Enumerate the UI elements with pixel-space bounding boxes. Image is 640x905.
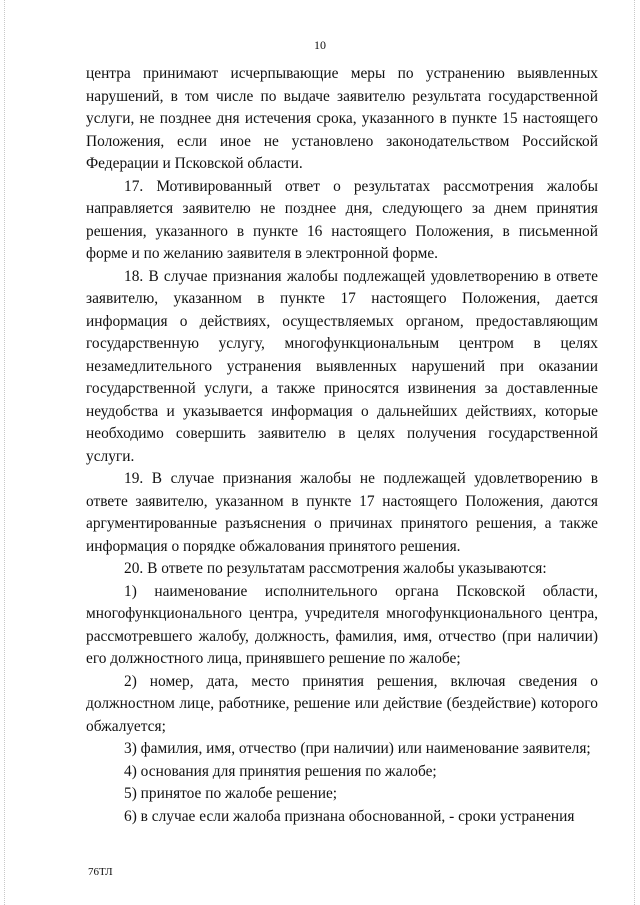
paragraph-item-20: 20. В ответе по результатам рассмотрения жалобы указываются: bbox=[124, 560, 547, 577]
scan-edge-right bbox=[634, 0, 636, 905]
paragraph-item-17: 17. Мотивированный ответ о результатах рассмотрения жалобы направляется заявителю не позднее дня, следующего за днем принятия решения, указанного в пункте 16 настоящего Положения, в письменной форме и по желанию заявителя в электронной форме. bbox=[86, 177, 598, 262]
list-item-1: 1) наименование исполнительного органа Псковской области, многофункционального центра, учредителя многофункционального центра, рассмотревшего жалобу, должность, фамилия, имя, отчество (при наличии) его должностного лица, принявшего решение по жалобе; bbox=[86, 582, 598, 667]
list-item-4: 4) основания для принятия решения по жалобе; bbox=[124, 762, 437, 780]
list-item-6: 6) в случае если жалоба признана обоснованной, - сроки устранения bbox=[124, 807, 575, 825]
scan-edge-left bbox=[4, 0, 6, 905]
list-item-2: 2) номер, дата, место принятия решения, включая сведения о должностном лице, работнике, решение или действие (бездействие) которого обжалуется; bbox=[86, 672, 598, 735]
list-item-3: 3) фамилия, имя, отчество (при наличии) или наименование заявителя; bbox=[124, 740, 591, 757]
paragraph-item-18: 18. В случае признания жалобы подлежащей удовлетворению в ответе заявителю, указанном в пункте 17 настоящего Положения, дается информация о действиях, осуществляемых органом, предоставляющим государственную услугу, многофункциональным центром в целях незамедлительного устранения выявленных нарушений при оказании государственной услуги, а также приносятся извинения за доставленные неудобства и указывается информация о дальнейших действиях, которые необходимо совершить заявителю в целях получения государственной услуги. bbox=[86, 267, 598, 465]
document-body bbox=[86, 63, 598, 828]
paragraph-item-19: 19. В случае признания жалобы не подлежащей удовлетворению в ответе заявителю, указанном в пункте 17 настоящего Положения, даются аргументированные разъяснения о причинах принятого решения, а также информация о порядке обжалования принятого решения. bbox=[86, 470, 598, 555]
page-number: 10 bbox=[314, 38, 326, 52]
paragraph-continuation: центра принимают исчерпывающие меры по устранению выявленных нарушений, в том числе по выдаче заявителю результата государственной услуги, не позднее дня истечения срока, указанного в пункте 15 настоящего Положения, если иное не установлено законодательством Российской Федерации и Псковской области. bbox=[86, 65, 598, 172]
footer-document-code: 76ТЛ bbox=[88, 866, 113, 878]
list-item-5: 5) принятое по жалобе решение; bbox=[124, 785, 338, 802]
